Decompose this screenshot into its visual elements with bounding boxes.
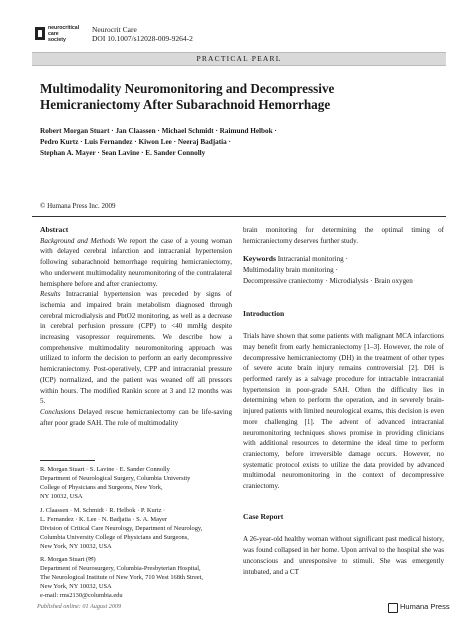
keywords-label: Keywords — [243, 254, 276, 264]
publisher-logo-icon — [388, 603, 398, 613]
abstract-results — [40, 289, 232, 407]
authors-line-1: Robert Morgan Stuart · Jan Claassen · Michael Schmidt · Raimund Helbok · — [40, 127, 277, 135]
affiliation-line: College of Physicians and Surgeons, New York, — [40, 484, 163, 491]
affiliation-names: L. Fernandez · K. Lee · N. Badjatia · S. A. Mayer — [40, 516, 168, 523]
keywords-line-1: Intracranial monitoring · — [277, 255, 348, 264]
introduction-heading: Introduction — [243, 308, 285, 318]
affiliation-line: Department of Neurological Surgery, Columbia University — [40, 475, 191, 482]
keywords — [243, 254, 444, 286]
article-title — [40, 81, 440, 113]
background-text: We report the case of a young woman with delayed cerebral infarction and intracranial hypertension following subarachnoid hemorrhage requiring hemicraniectomy, who underwent multimodality neuromonitoring of the contralateral hemisphere before and after craniectomy. — [40, 236, 232, 288]
affiliation-line: Division of Critical Care Neurology, Department of Neurology, — [40, 525, 203, 532]
case-report-text: A 26-year-old healthy woman without significant past medical history, was found collapsed in her home. Upon arrival to the hospital she was unconscious and unresponsive to stimuli. She was emergently intubated, and a CT — [243, 535, 444, 576]
affiliation-names: J. Claassen · M. Schmidt · R. Helbok · P. Kurtz · — [40, 507, 166, 514]
logo-word-2: care — [48, 31, 59, 37]
section-band — [32, 52, 446, 66]
affiliation-names: R. Morgan Stuart (✉) — [40, 556, 96, 563]
doi[interactable]: DOI 10.1007/s12028-009-9264-2 — [92, 34, 193, 43]
title-line-1: Multimodality Neuromonitoring and Decompressive — [40, 81, 335, 96]
affiliation-line: NY 10032, USA — [40, 493, 83, 500]
affiliation-names: R. Morgan Stuart · S. Lavine · E. Sander Connolly — [40, 466, 170, 473]
authors-line-3: Stephan A. Mayer · Sean Lavine · E. Sander Connolly — [40, 149, 206, 157]
abstract-heading: Abstract — [40, 225, 69, 234]
affiliation-line: The Neurological Institute of New York, 710 West 168th Street, — [40, 574, 204, 581]
section-label: PRACTICAL PEARL — [196, 54, 282, 63]
abstract-conclusions — [40, 407, 232, 428]
abstract-continued: brain monitoring for determining the optimal timing of hemicraniectomy deserves further study. — [243, 226, 444, 245]
background-label: Background and Methods — [40, 236, 116, 245]
publisher-name: Humana Press — [400, 602, 450, 611]
title-line-2: Hemicraniectomy After Subarachnoid Hemorrhage — [40, 97, 331, 112]
affiliation-line: New York, NY 10032, USA — [40, 543, 112, 550]
logo-mark-icon — [35, 27, 45, 40]
journal-info — [92, 25, 193, 43]
keywords-line-3: Decompressive craniectomy · Microdialysis · Brain oxygen — [243, 276, 413, 285]
affiliation-divider — [40, 460, 95, 461]
introduction-text: Trials have shown that some patients with malignant MCA infarctions may benefit from early hemicraniectomy [1–3]. However, the role of decompressive hemicraniectomy (DH) in the treatment of other types of severe acute brain injury remains controversial [2]. DH is performed rarely as a salvage procedure for intractable intracranial hypertension in poor-grade SAH. Often the difficulty lies in determining when to perform the operation, and in severely brain-injured patients with limited neurological exams, this decision is even more challenging [1]. The advent of advanced intracranial neuromonitoring techniques shows promise in providing clinicians with additional resources to determine the ideal time to perform craniectomy, before irreversible damage occurs. However, no systematic protocol exists to utilize the data provided by advanced multimodal neuromonitoring in the context of decompressive craniectomy. — [243, 332, 444, 491]
logo-word-3: society — [48, 37, 66, 43]
logo-word-1: neurocritical — [48, 25, 80, 31]
logo-text — [48, 25, 79, 43]
right-column — [243, 225, 444, 577]
footer-published: Published online: 01 August 2009 — [37, 603, 122, 610]
results-text: Intracranial hypertension was preceded by signs of ischemia and impaired brain metabolism diagnosed through cerebral microdialysis and PbtO2 monitoring, as well as a decrease in cerebral perfusion pressure (CPP) to <40 mmHg despite increasing vasopressor requirements. We describe how a comprehensive multimodality neuromonitoring approach was utilized to inform the decision to perform an early decompressive hemicraniectomy. Post-operatively, CPP and intracranial pressure (ICP) normalized, and the patient was weaned off all pressors within hours. The modified Rankin score at 3 and 12 months was 5. — [40, 290, 232, 406]
abstract — [40, 225, 232, 428]
case-report-heading: Case Report — [243, 511, 284, 521]
results-label: Results — [40, 290, 61, 299]
conclusions-label: Conclusions — [40, 407, 76, 416]
authors-line-2: Pedro Kurtz · Luis Fernandez · Kiwon Lee · Neeraj Badjatia · — [40, 138, 231, 146]
abstract-background — [40, 236, 232, 290]
affiliation-line: New York, NY 10032, USA — [40, 583, 112, 590]
affiliation-line: Columbia University College of Physicians and Surgeons, — [40, 534, 189, 541]
journal-name: Neurocrit Care — [92, 25, 137, 34]
affiliation-2 — [40, 506, 232, 551]
author-list — [40, 126, 440, 159]
affiliation-line: Department of Neurosurgery, Columbia-Presbyterian Hospital, — [40, 565, 201, 572]
copyright: © Humana Press Inc. 2009 — [40, 202, 116, 210]
keywords-line-2: Multimodality brain monitoring · — [243, 266, 338, 275]
conclusions-text: Delayed rescue hemicraniectomy can be life-saving after poor grade SAH. The role of multimodality — [40, 407, 233, 427]
email-link[interactable]: e-mail: rms2130@columbia.edu — [40, 592, 123, 599]
divider — [32, 216, 446, 217]
affiliation-3 — [40, 555, 232, 600]
society-logo — [35, 25, 81, 43]
affiliation-1 — [40, 465, 232, 501]
